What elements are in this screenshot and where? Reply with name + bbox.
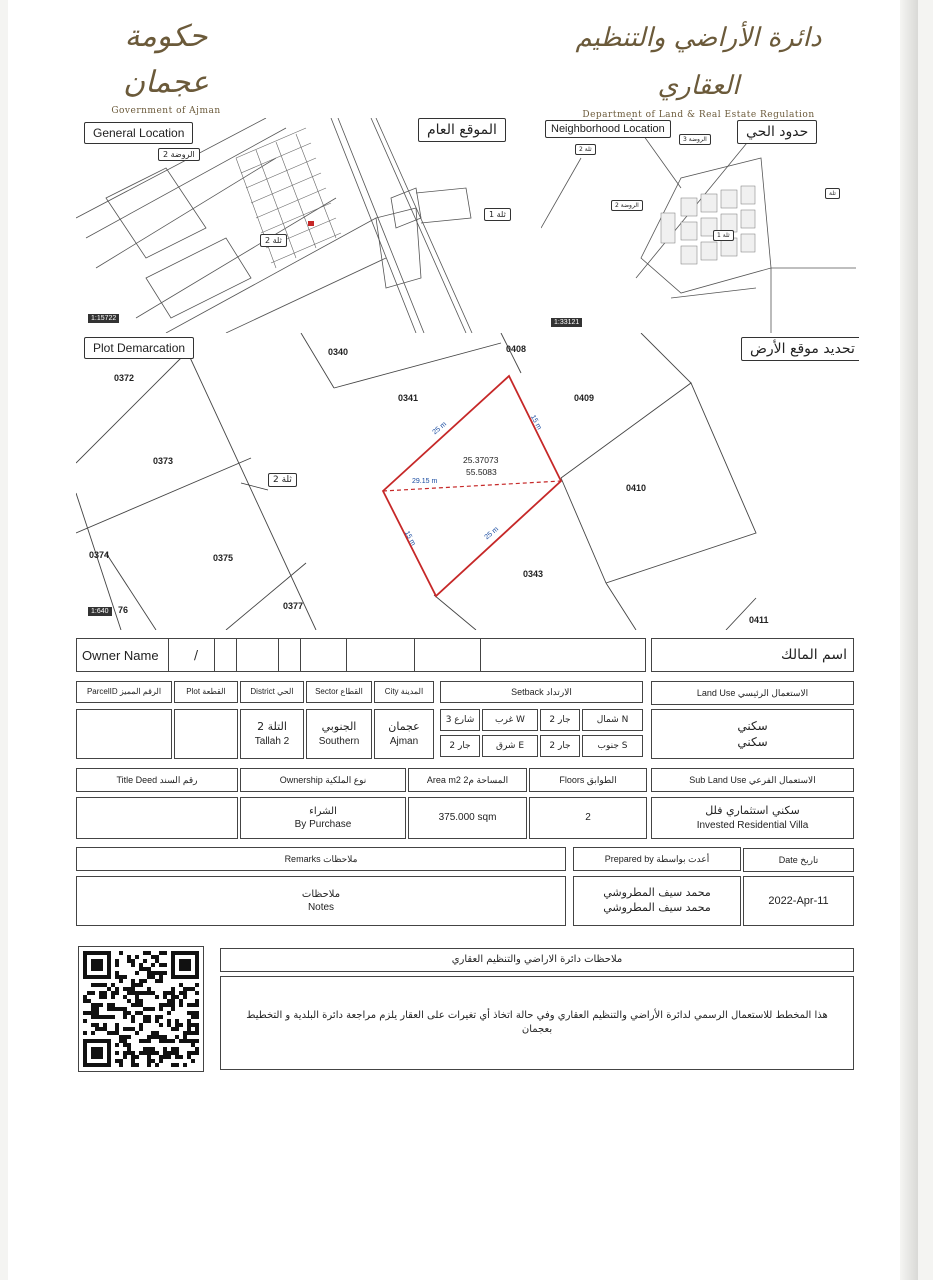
general-map-tag-2: ثلة 1 [484,208,511,221]
plot-map-tag: ثلة 2 [268,473,297,487]
district-header: District الحي [240,681,304,703]
land-use-header: Land Use الاستعمال الرئيسي [651,681,854,705]
neighborhood-location-label-ar: حدود الحي [737,120,817,144]
qr-code [78,946,204,1072]
neighborhood-map-tag-4: ثلة 1 [713,230,734,241]
general-map-tag-1: ثلة 2 [260,234,287,247]
general-location-map [76,118,541,333]
ownership-value-ar: الشراء [309,805,337,817]
setback-header: Setback الارتداد [440,681,643,703]
land-use-value-2: سكني [737,735,768,749]
neighborhood-map-tag-1: الروضة 3 [679,134,711,145]
plot-number-0343: 0343 [523,569,544,579]
owner-name-label-en: Owner Name [82,648,159,663]
plot-number-0409: 0409 [574,393,595,403]
general-map-scale: 1:15722 [88,314,119,323]
prepared-by-value [573,876,741,926]
title-deed-header: Title Deed رقم السند [76,768,238,792]
district-value-en: Tallah 2 [254,735,290,747]
sector-value-ar: الجنوبي [321,719,357,733]
plot-coordinate-lat: 25.37073 [463,455,499,465]
plot-dimension-bottom: 25 m [483,525,500,542]
floors-header: Floors الطوابق [529,768,647,792]
sub-land-use-value-ar: سكني استثماري فلل [705,803,800,817]
plot-number-0374: 0374 [89,550,110,560]
land-department-logo-ar: دائرة الأراضي والتنظيم العقاري [575,23,822,101]
area-header: Area m2 المساحة م2 [408,768,527,792]
setback-east-value: جار 2 [440,735,480,757]
prepared-by-value-2: محمد سيف المطروشي [603,901,711,914]
plot-number-0341: 0341 [398,393,419,403]
plot-header: Plot القطعة [174,681,238,703]
neighborhood-map-tag-5: تلة [825,188,840,199]
land-department-logo-en: Department of Land & Real Estate Regulation [582,110,815,120]
plot-number-0411: 0411 [749,615,769,625]
ajman-government-logo-ar: حكومة عجمان [123,19,209,100]
plot-number-0340: 0340 [328,347,349,357]
page-edge-shadow [900,0,918,1280]
sector-header: Sector القطاع [306,681,372,703]
plot-map-scale: 1:640 [88,607,112,616]
plot-number-0372: 0372 [114,373,135,383]
neighborhood-map-scale: 1:33121 [551,318,582,327]
plot-demarcation-label-en: Plot Demarcation [84,337,194,359]
title-deed-value [76,797,238,839]
prepared-by-value-1: محمد سيف المطروشي [603,886,711,900]
plot-number-0373: 0373 [153,456,174,466]
general-location-drawing [76,118,541,333]
ownership-value-en: By Purchase [294,819,352,830]
plot-number-0377: 0377 [283,601,304,611]
parcel-id-header: ParcelID الرقم المميز [76,681,172,703]
neighborhood-map-tag-3: ثلة 2 [575,144,596,155]
remarks-value [76,876,566,926]
neighborhood-location-label-en: Neighborhood Location [545,120,671,138]
owner-name-mark: / [194,648,199,662]
ownership-header: Ownership نوع الملكية [240,768,406,792]
remarks-header: Remarks ملاحظات [76,847,566,871]
setback-north-value: جار 2 [540,709,580,731]
city-value-ar: عجمان [388,719,420,733]
land-use-value-1: سكني [737,718,768,733]
area-value: 375.000 sqm [408,797,527,839]
sub-land-use-value-en: Invested Residential Villa [696,819,809,831]
land-department-logo [556,14,841,120]
city-header: City المدينة [374,681,434,703]
city-value [374,709,434,759]
subject-plot-outline [383,376,561,596]
general-location-marker [308,221,314,226]
setback-west-value: شارع 3 [440,709,480,731]
plot-coordinate-lon: 55.5083 [466,467,497,477]
district-value [240,709,304,759]
sector-value-en: Southern [318,735,360,747]
remarks-value-en: Notes [307,902,335,913]
prepared-by-header: Prepared by أعدت بواسطة [573,847,741,871]
general-location-label-ar: الموقع العام [418,118,506,142]
ajman-government-logo-en: Government of Ajman [111,106,221,116]
district-value-ar: التلة 2 [257,719,287,733]
setback-east-label: شرق E [482,735,538,757]
parcel-id-value [76,709,172,759]
plot-number-0408: 0408 [506,344,527,354]
land-use-value [651,709,854,759]
date-header: Date تاريخ [743,848,854,872]
plot-dimension-left: 15 m [403,529,417,548]
document-page [8,0,918,1280]
plot-number-0410: 0410 [626,483,647,493]
remarks-value-ar: ملاحظات [301,888,341,900]
general-location-label-en: General Location [84,122,193,144]
plot-number-76: 76 [118,605,129,615]
setback-south-value: جار 2 [540,735,580,757]
plot-dimension-middle: 29.15 m [412,478,438,485]
plot-demarcation-map [76,333,859,630]
sector-value [306,709,372,759]
dept-notes-body: هذا المخطط للاستعمال الرسمي لدائرة الأراضي والتنظيم العقاري وفي حالة اتخاذ أي تغيرات على العقار يلزم مراجعة دائرة البلدية و التخطيط بعجمان [220,976,854,1070]
ownership-value [240,797,406,839]
sub-land-use-value [651,797,854,839]
date-value: 2022-Apr-11 [743,876,854,926]
neighborhood-location-map [541,118,859,333]
owner-name-dividers [76,638,646,672]
plot-demarcation-drawing [76,333,859,630]
neighborhood-map-tag-2: الروضة 2 [611,200,643,211]
owner-name-label-ar: اسم المالك [651,638,854,672]
setback-west-label: غرب W [482,709,538,731]
sub-land-use-header: Sub Land Use الاستعمال الفرعي [651,768,854,792]
plot-dimension-right: 15 m [529,413,543,432]
qr-code-pattern [83,951,199,1067]
ajman-government-logo [96,14,236,116]
setback-north-label: شمال N [582,709,643,731]
general-map-tag-3: الروضة 2 [158,148,200,161]
plot-dimension-top: 25 m [431,420,448,437]
city-value-en: Ajman [389,735,419,747]
floors-value: 2 [529,797,647,839]
plot-demarcation-label-ar: تحديد موقع الأرض [741,337,859,361]
dept-notes-title: ملاحظات دائرة الاراضي والتنظيم العقاري [220,948,854,972]
plot-number-0375: 0375 [213,553,234,563]
setback-south-label: جنوب S [582,735,643,757]
plot-value [174,709,238,759]
